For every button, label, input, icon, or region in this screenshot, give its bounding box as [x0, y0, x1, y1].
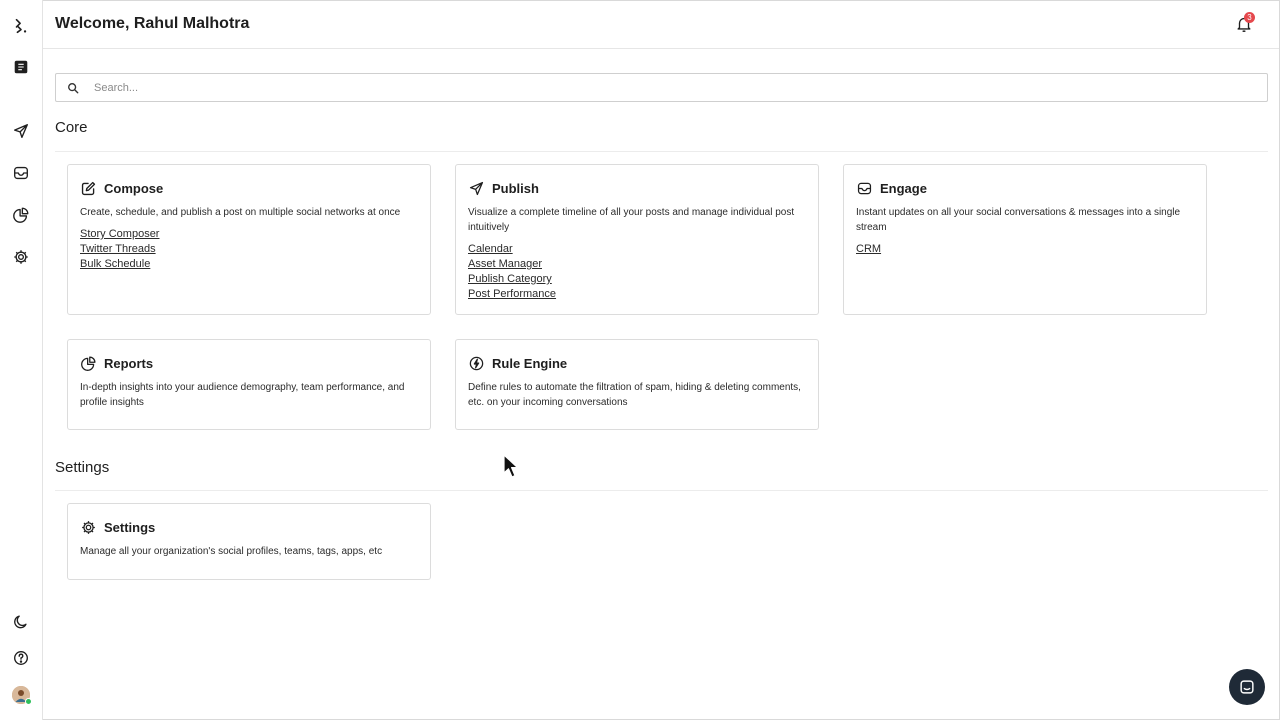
- mouse-cursor-icon: [503, 454, 519, 480]
- link-calendar[interactable]: Calendar: [468, 243, 513, 255]
- link-post-performance[interactable]: Post Performance: [468, 288, 557, 300]
- bolt-icon: [468, 355, 485, 372]
- chat-launcher-button[interactable]: [1229, 669, 1265, 705]
- link-bulk-schedule[interactable]: Bulk Schedule: [80, 258, 151, 270]
- sidebar: [0, 0, 43, 720]
- notifications-button[interactable]: [1235, 12, 1255, 34]
- moon-icon[interactable]: [10, 611, 32, 633]
- link-asset-manager[interactable]: Asset Manager: [468, 258, 542, 270]
- card-publish[interactable]: [455, 164, 819, 315]
- card-settings[interactable]: [67, 503, 431, 580]
- section-title-core: Core: [55, 119, 88, 136]
- card-description: Create, schedule, and publish a post on multiple social networks at once: [80, 207, 401, 218]
- card-title: Rule Engine: [492, 355, 568, 371]
- card-title: Reports: [104, 355, 154, 371]
- top-header: [43, 0, 1279, 49]
- notification-badge: 3: [1244, 12, 1255, 23]
- online-status-indicator: [25, 698, 32, 705]
- logo-icon[interactable]: [10, 15, 32, 37]
- chat-icon: [1238, 678, 1256, 696]
- search-input[interactable]: [94, 74, 1254, 101]
- inbox-icon[interactable]: [10, 162, 32, 184]
- section-divider: [55, 151, 1268, 152]
- page-title: Welcome, Rahul Malhotra: [55, 15, 250, 32]
- link-story-composer[interactable]: Story Composer: [80, 228, 160, 240]
- card-title: Settings: [104, 519, 156, 535]
- help-icon[interactable]: [10, 647, 32, 669]
- card-reports[interactable]: [67, 339, 431, 430]
- link-publish-category[interactable]: Publish Category: [468, 273, 552, 285]
- card-description: Manage all your organization's social profiles, teams, tags, apps, etc: [80, 546, 383, 557]
- card-description: In-depth insights into your audience demography, team performance, and profile insights: [80, 382, 405, 408]
- gear-icon: [80, 519, 97, 536]
- search-icon: [67, 82, 79, 94]
- section-title-settings: Settings: [55, 459, 110, 476]
- card-engage[interactable]: [843, 164, 1207, 315]
- edit-icon: [80, 180, 97, 197]
- card-title: Publish: [492, 180, 539, 196]
- card-description: Define rules to automate the filtration of spam, hiding & deleting comments, etc. on your incoming conversations: [468, 382, 801, 408]
- gear-icon[interactable]: [10, 246, 32, 268]
- send-icon[interactable]: [10, 120, 32, 142]
- search-bar: [55, 73, 1268, 102]
- card-compose[interactable]: [67, 164, 431, 315]
- avatar[interactable]: [12, 686, 30, 704]
- link-twitter-threads[interactable]: Twitter Threads: [80, 243, 156, 255]
- card-description: Instant updates on all your social conversations & messages into a single stream: [856, 207, 1181, 233]
- card-description: Visualize a complete timeline of all your posts and manage individual post intuitively: [468, 207, 795, 233]
- card-title: Engage: [880, 180, 927, 196]
- document-icon[interactable]: [10, 56, 32, 78]
- link-crm[interactable]: CRM: [856, 243, 882, 255]
- card-rule-engine[interactable]: [455, 339, 819, 430]
- inbox-icon: [856, 180, 873, 197]
- card-title: Compose: [104, 180, 164, 196]
- send-icon: [468, 180, 485, 197]
- section-divider: [55, 490, 1268, 491]
- pie-chart-icon: [80, 355, 97, 372]
- pie-chart-icon[interactable]: [10, 204, 32, 226]
